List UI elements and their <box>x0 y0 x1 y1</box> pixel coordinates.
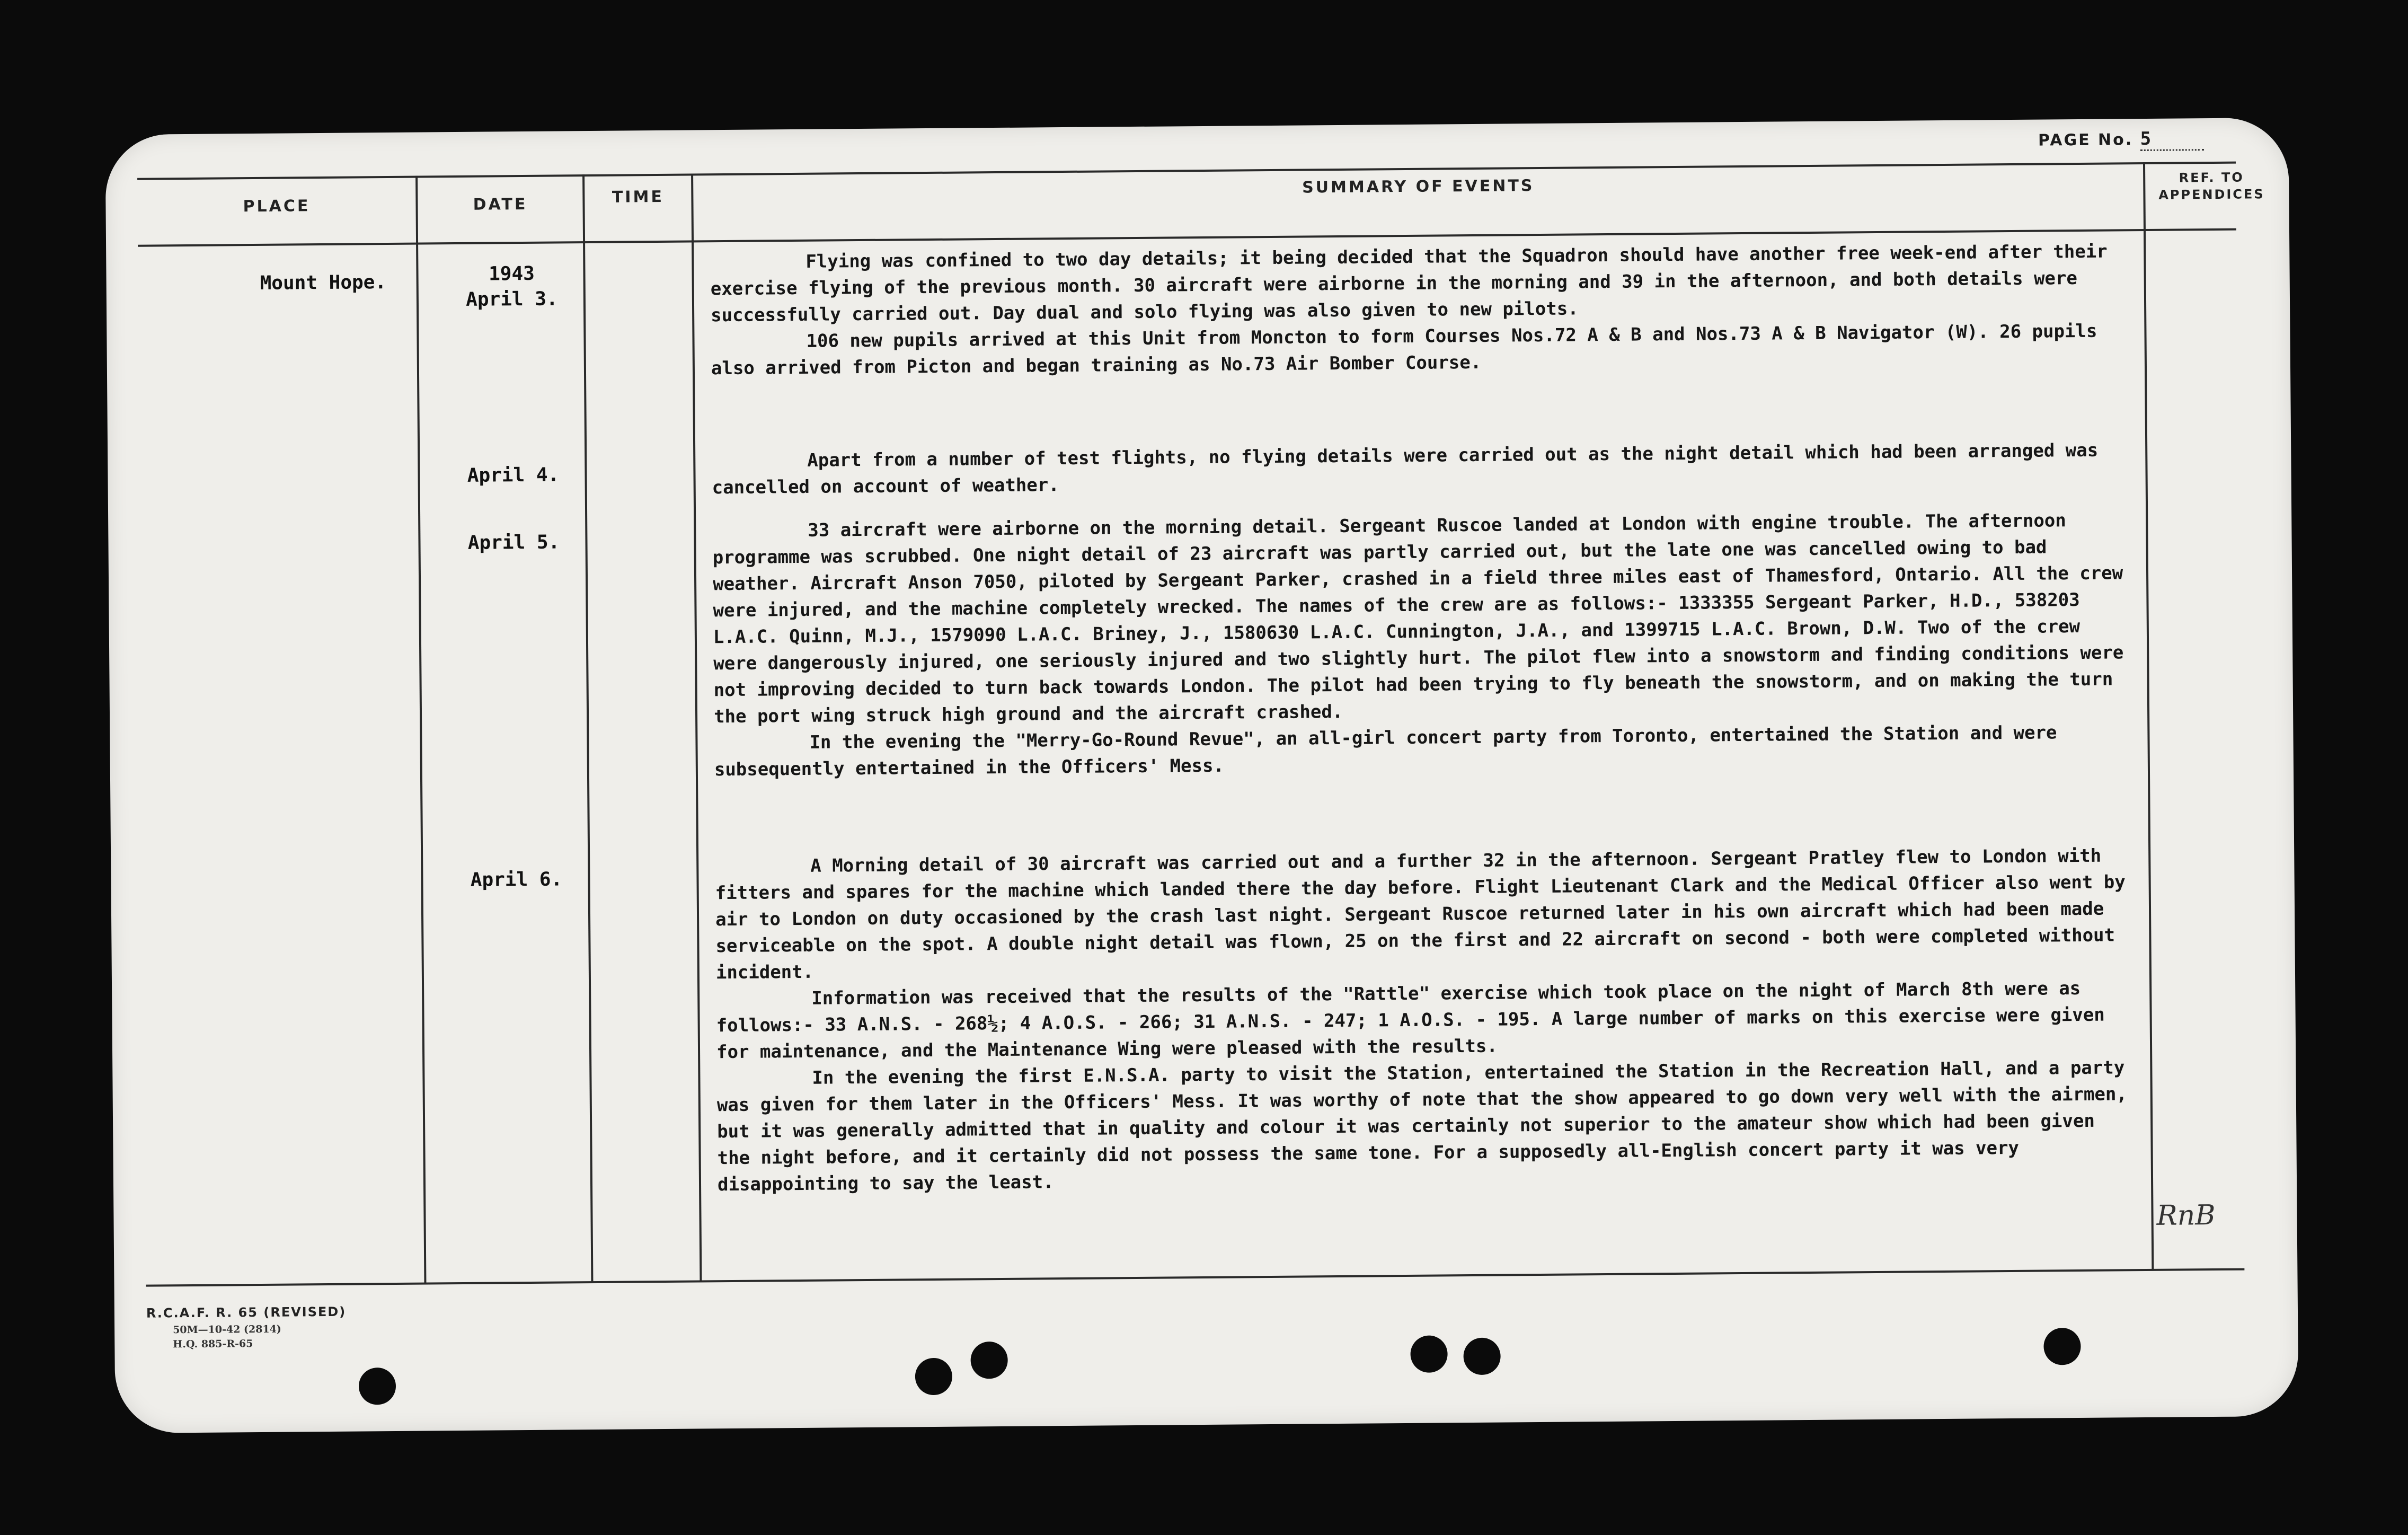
form-number: R.C.A.F. R. 65 (REVISED) <box>146 1304 347 1321</box>
header-date: DATE <box>473 195 528 214</box>
entry-april-6 <box>715 842 2132 1198</box>
page-number-label: PAGE No. <box>2038 130 2133 150</box>
column-rule-summary-ref <box>2143 162 2154 1270</box>
form-print-code: 50M—10-42 (2814) <box>173 1323 281 1336</box>
header-time: TIME <box>612 187 665 207</box>
header-summary: SUMMARY OF EVENTS <box>1302 177 1535 197</box>
date-year: 1943 <box>489 262 535 285</box>
entry-paragraph: 33 aircraft were airborne on the morning detail. Sergeant Ruscoe landed at London with engine trouble. The afternoon programme was scrubbed. One night detail of 23 aircraft was partly carried out, but the late one was cancelled owing to bad weather. Aircraft Anson 7050, piloted by Sergeant Parker, crashed in a field three miles east of Thamesford, Ontario. All the crew were injured, and the machine completely wrecked. The names of the crew are as follows:- 1333355 Sergeant Parker, H.D., 538203 L.A.C. Quinn, M.J., 1579090 L.A.C. Briney, J., 1580630 L.A.C. Cunnington, J.A., and 1399715 L.A.C. Brown, D.W. Two of the crew were dangerously injured, one seriously injured and two slightly hurt. The pilot flew into a snowstorm and finding conditions were not improving decided to turn back towards London. The pilot had been trying to fly beneath the snowstorm, and on making the turn the port wing struck high ground and the aircraft crashed. <box>712 510 2124 728</box>
entry-april-3 <box>710 238 2126 382</box>
punch-hole <box>970 1342 1008 1379</box>
header-ref-appendices <box>2145 169 2278 204</box>
footer-rule <box>146 1268 2244 1287</box>
entry-paragraph: A Morning detail of 30 aircraft was carried out and a further 32 in the afternoon. Sergeant Pratley flew to London with fitters and spares for the machine which landed there the day before. Flight Lieutenant Clark and the Medical Officer also went by air to London on duty occasioned by the crash last night. Sergeant Ruscoe returned later in his own aircraft which had been made serviceable on the spot. A double night detail was flown, 25 on the first and 22 aircraft on second - both were completed without incident. <box>715 845 2126 984</box>
entry-paragraph: 106 new pupils arrived at this Unit from Moncton to form Courses Nos.72 A & B and Nos.73 A & B Navigator (W). 26 pupils also arrived from Picton and began training as No.73 Air Bomber Course. <box>711 320 2097 380</box>
column-rule-time-summary <box>691 174 702 1282</box>
punch-hole <box>359 1368 396 1405</box>
punch-hole <box>915 1358 953 1396</box>
date-april-6: April 6. <box>470 868 563 891</box>
entry-paragraph: In the evening the first E.N.S.A. party to visit the Station, entertained the Station in the Recreation Hall, and a party was given for them later in the Officers' Mess. It was worthy of note that the show appeared to go down very well with the airmen, but it was generally admitted that in quality and colour it was certainly not superior to the amateur show which had been given the night before, and it certainly did not possess the same tone. For a supposedly all-English concert party it was very disappointing to say the least. <box>716 1057 2128 1196</box>
date-april-4: April 4. <box>467 464 560 487</box>
page-number <box>2038 128 2204 152</box>
column-rule-date-time <box>582 174 593 1282</box>
date-april-3 <box>424 261 599 313</box>
header-ref-line2: APPENDICES <box>2158 187 2265 202</box>
punch-hole <box>1410 1335 1448 1373</box>
entry-paragraph: Information was received that the results of the "Rattle" exercise which took place on the night of March 8th were as follows:- 33 A.N.S. - 268½; 4 A.O.S. - 266; 31 A.N.S. - 247; 1 A.O.S. - 195. A large number of marks on this exercise were given for maintenance, and the Maintenance Wing were pleased with the results. <box>716 977 2105 1063</box>
punch-hole <box>2043 1328 2081 1365</box>
form-hq-reference: H.Q. 885-R-65 <box>173 1338 253 1351</box>
entry-paragraph: Apart from a number of test flights, no flying details were carried out as the night detail which had been arranged was cancelled on account of weather. <box>712 439 2099 499</box>
entry-paragraph: In the evening the "Merry-Go-Round Revue", an all-girl concert party from Toronto, entertained the Station and were subsequently entertained in the Officers' Mess. <box>714 722 2057 781</box>
entry-april-4 <box>712 437 2127 501</box>
initials-signature: RnB <box>2156 1199 2216 1232</box>
entry-paragraph: Flying was confined to two day details; it being decided that the Squadron should have another free week-end after their exercise flying of the previous month. 30 aircraft were airborne in the morning and 39 in the afternoon, and both details were successfully carried out. Day dual and solo flying was also given to new pilots. <box>710 241 2108 327</box>
page-number-value: 5 <box>2140 128 2203 151</box>
punch-hole <box>1463 1338 1501 1375</box>
header-ref-line1: REF. TO <box>2179 170 2244 186</box>
header-place: PLACE <box>243 197 311 216</box>
date-april-5: April 5. <box>467 531 560 554</box>
diary-page <box>105 118 2298 1433</box>
entry-april-5 <box>712 507 2129 783</box>
date-label: April 3. <box>466 288 558 311</box>
column-rule-place-date <box>415 176 426 1284</box>
place-entry: Mount Hope. <box>260 271 387 294</box>
